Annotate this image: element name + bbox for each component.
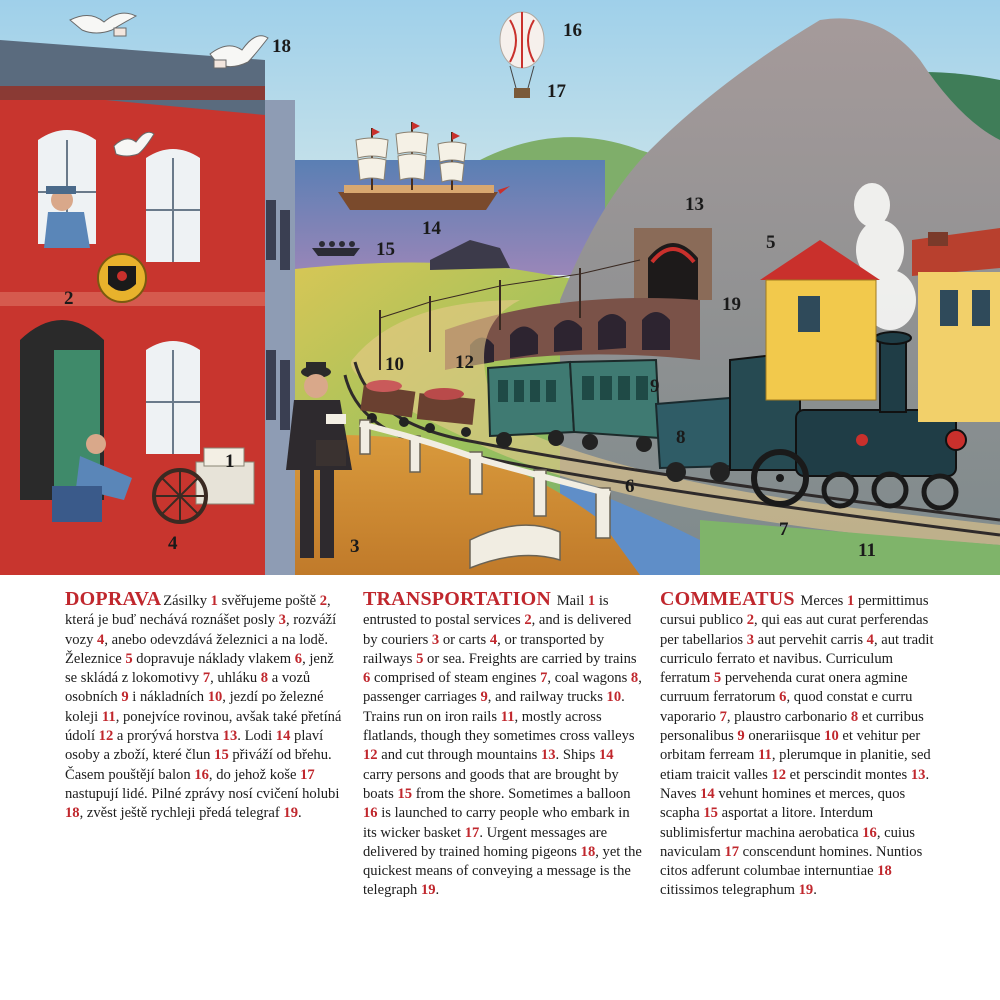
text-columns	[0, 590, 1000, 1000]
label-16: 16	[563, 20, 582, 41]
text-segment: .	[435, 882, 440, 899]
reference-number: 7	[202, 670, 211, 687]
text-segment: . Ships	[555, 747, 599, 764]
reference-number: 5	[416, 650, 424, 667]
reference-number: 2	[524, 612, 532, 629]
reference-number: 6	[363, 670, 371, 687]
text-segment: permittimus cursui publico	[660, 593, 929, 629]
reference-number: 7	[719, 708, 727, 725]
reference-number: 16	[194, 766, 209, 783]
reference-number: 7	[540, 670, 548, 687]
text-segment: . Trains run on iron rails	[363, 689, 625, 725]
reference-number: 17	[300, 766, 315, 783]
reference-number: 3	[746, 631, 755, 648]
text-segment: . Naves	[660, 766, 930, 802]
text-segment: , mostly across flatlands, though they sometimes cross valleys	[363, 708, 635, 745]
reference-number: 10	[207, 689, 223, 706]
text-segment: , and is delivered by couriers	[363, 612, 632, 648]
text-segment: i nákladních	[128, 689, 208, 706]
label-11: 11	[858, 540, 876, 561]
reference-number: 11	[500, 708, 515, 725]
text-segment: , cuius naviculam	[660, 824, 915, 860]
text-segment: vehunt homines et merces, quos scapha	[660, 785, 906, 822]
text-segment: a prorývá horstva	[113, 728, 223, 745]
reference-number: 13	[540, 747, 556, 764]
text-segment: Zásilky	[163, 593, 211, 609]
label-12: 12	[455, 352, 474, 373]
reference-number: 9	[121, 689, 129, 706]
text-segment: .	[298, 805, 302, 822]
label-3: 3	[350, 536, 360, 557]
reference-number: 14	[700, 785, 715, 802]
reference-number: 19	[798, 882, 814, 899]
reference-number: 4	[97, 631, 105, 648]
label-7: 7	[779, 519, 789, 540]
reference-number: 10	[606, 689, 622, 706]
reference-number: 5	[125, 650, 133, 667]
upper-window-right	[146, 149, 200, 262]
label-19: 19	[722, 294, 741, 315]
column-heading: COMMEATUS	[660, 588, 795, 610]
label-6: 6	[625, 476, 635, 497]
text-segment: et curribus personalibus	[660, 708, 924, 745]
column-english	[363, 590, 645, 901]
railway-tunnel	[634, 228, 712, 300]
reference-number: 15	[214, 747, 229, 764]
text-segment: , ponejvíce rovinou, avšak také přetíná údolí	[65, 708, 342, 745]
column-heading: DOPRAVA	[65, 588, 162, 610]
text-segment: Merces	[796, 593, 848, 609]
text-segment: , plaustro carbonario	[726, 708, 851, 725]
text-segment: přiváží od břehu. Časem pouštějí balon	[65, 747, 332, 783]
reference-number: 9	[737, 728, 745, 745]
text-segment: citissimos telegraphum	[660, 882, 799, 899]
label-14: 14	[422, 218, 441, 239]
text-segment: , passenger carriages	[363, 670, 642, 706]
text-segment: , jezdí po železné koleji	[65, 689, 324, 725]
text-segment: et vehitur per orbitam ferream	[660, 728, 921, 764]
text-segment: or carts	[439, 631, 490, 648]
label-18: 18	[272, 36, 291, 57]
text-segment: svěřujeme poště	[217, 593, 320, 609]
text-segment: from the shore. Sometimes a balloon	[412, 785, 631, 802]
label-5: 5	[766, 232, 776, 253]
reference-number: 17	[464, 824, 480, 841]
reference-number: 17	[724, 843, 740, 860]
text-segment: , zvěst ještě rychleji předá telegraf	[79, 805, 284, 822]
reference-number: 6	[779, 689, 787, 706]
text-segment: . Urgent messages are delivered by trained homing pigeons	[363, 824, 608, 860]
text-segment: , qui eas aut curat perferendas per tabellarios	[660, 612, 929, 648]
reference-number: 2	[746, 612, 755, 629]
text-segment: is entrusted to postal services	[363, 593, 609, 629]
text-segment: aut pervehit carris	[754, 631, 867, 648]
reference-number: 18	[580, 843, 596, 860]
text-segment: , anebo odevzdává železnici a na lodě. Železnice	[65, 631, 328, 667]
reference-number: 18	[877, 863, 892, 880]
label-4: 4	[168, 533, 178, 554]
text-segment: , jenž se skládá z lokomotivy	[65, 650, 334, 687]
text-segment: , coal wagons	[547, 670, 631, 687]
reference-number: 13	[910, 766, 926, 783]
right-building	[912, 228, 1000, 422]
label-8: 8	[676, 427, 686, 448]
text-segment: plaví osoby a zboží, které člun	[65, 728, 324, 764]
text-segment: , plerumque in planitie, sed etiam traicit valles	[660, 747, 931, 783]
reference-number: 12	[363, 747, 378, 764]
reference-number: 15	[703, 805, 718, 822]
text-segment: a vozů osobních	[65, 670, 311, 706]
column-heading: TRANSPORTATION	[363, 588, 552, 610]
text-segment: . Lodi	[237, 728, 276, 745]
reference-number: 1	[210, 593, 218, 609]
reference-number: 2	[319, 593, 327, 609]
label-15: 15	[376, 239, 395, 260]
reference-number: 1	[847, 593, 855, 609]
text-segment: nastupují lidé. Pilné zprávy nosí cvičení holubi	[65, 785, 340, 802]
text-segment: pervehenda curat onera agmine curruum ferratorum	[660, 670, 908, 706]
text-segment: , yet the quickest means of conveying a message is the telegraph	[363, 843, 642, 899]
text-segment: conscendunt homines. Nuntios citos adferunt columbae internuntiae	[660, 843, 923, 880]
label-17: 17	[547, 81, 566, 102]
text-segment: dopravuje náklady vlakem	[132, 650, 295, 667]
reference-number: 3	[431, 631, 440, 648]
label-13: 13	[685, 194, 704, 215]
reference-number: 3	[278, 612, 286, 629]
text-segment: carry persons and goods that are brought by boats	[363, 766, 619, 802]
label-1: 1	[225, 451, 235, 472]
text-segment: , or transported by railways	[363, 631, 605, 667]
text-segment: , do jehož koše	[208, 766, 301, 783]
reference-number: 16	[363, 805, 378, 822]
text-segment: , rozváží vozy	[65, 612, 337, 648]
text-segment: onerariisque	[744, 728, 825, 745]
text-segment: is launched to carry people who embark in its wicker basket	[363, 805, 630, 841]
reference-number: 4	[866, 631, 874, 648]
reference-number: 10	[824, 728, 839, 745]
text-segment: , uhláku	[210, 670, 261, 687]
label-9: 9	[650, 376, 660, 397]
reference-number: 12	[98, 728, 114, 745]
text-segment: Mail	[553, 593, 588, 609]
reference-number: 13	[222, 728, 238, 745]
reference-number: 14	[275, 728, 291, 745]
reference-number: 12	[771, 766, 787, 783]
text-segment: asportat a litore. Interdum sublimisfertur machina aerobatica	[660, 805, 874, 841]
reference-number: 16	[862, 824, 877, 841]
text-segment: or sea. Freights are carried by trains	[423, 650, 637, 667]
coat-of-arms	[98, 254, 146, 302]
text-segment: et perscindit montes	[786, 766, 911, 783]
reference-number: 15	[397, 785, 413, 802]
label-2: 2	[64, 288, 74, 309]
reference-number: 5	[713, 670, 722, 687]
reference-number: 18	[65, 805, 80, 822]
reference-number: 6	[294, 650, 303, 667]
text-segment: .	[813, 882, 817, 899]
reference-number: 11	[101, 708, 116, 725]
lower-window	[146, 341, 200, 454]
reference-number: 19	[283, 805, 298, 822]
column-latin	[660, 590, 942, 901]
text-segment: , která je buď nechává roznášet posly	[65, 593, 331, 629]
reference-number: 8	[260, 670, 269, 687]
reference-number: 8	[630, 670, 639, 687]
reference-number: 19	[420, 882, 436, 899]
column-czech	[65, 590, 347, 824]
text-segment: , aut tradit curriculo ferrato et navibus. Curriculum ferratum	[660, 631, 934, 687]
text-segment: comprised of steam engines	[370, 670, 541, 687]
text-segment: , and railway trucks	[487, 689, 607, 706]
reference-number: 8	[850, 708, 859, 725]
reference-number: 14	[598, 747, 614, 764]
text-segment: and cut through mountains	[377, 747, 541, 764]
reference-number: 11	[758, 747, 772, 764]
reference-number: 4	[489, 631, 498, 648]
text-segment: , quod constat e curru vaporario	[660, 689, 913, 725]
reference-number: 9	[480, 689, 488, 706]
label-10: 10	[385, 354, 404, 375]
reference-number: 1	[587, 593, 596, 609]
